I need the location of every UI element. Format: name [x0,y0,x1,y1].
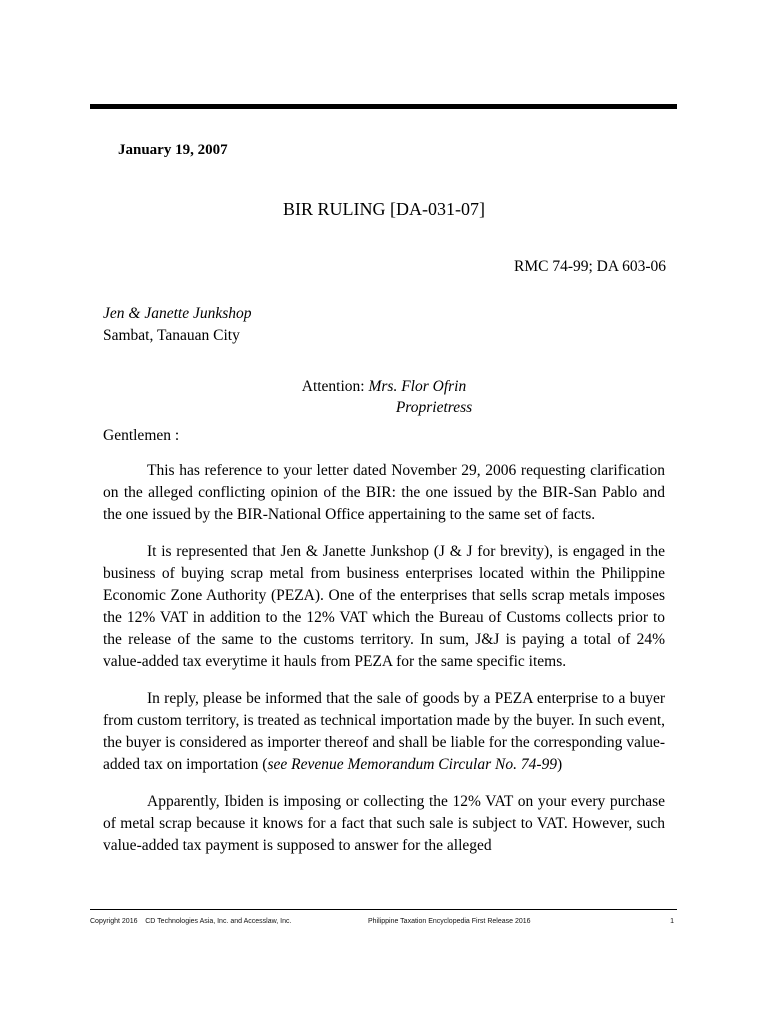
reference-numbers: RMC 74-99; DA 603-06 [514,258,666,275]
attention-label: Attention: [301,378,365,395]
addressee-name: Jen & Janette Junkshop [103,305,252,322]
addressee-location: Sambat, Tanauan City [103,327,240,344]
footer-rule [90,909,677,910]
attention-block [0,376,768,418]
paragraph-3-end: ) [557,756,563,773]
page-number: 1 [670,918,674,925]
footer-publication: Philippine Taxation Encyclopedia First Release 2016 [368,918,531,925]
paragraph-3 [103,688,665,776]
letter-body [103,460,665,872]
document-date: January 19, 2007 [118,142,228,158]
salutation: Gentlemen : [103,427,180,444]
attention-person: Mrs. Flor Ofrin [368,378,467,395]
attention-position: Proprietress [395,399,473,416]
paragraph-1: This has reference to your letter dated November 29, 2006 requesting clarification on the alleged conflicting opinion of the BIR: the one issued by the BIR-San Pablo and the one issued by the BIR-National Office appertaining to the same set of facts. [103,462,665,523]
footer-copyright: Copyright 2016 CD Technologies Asia, Inc. and Accesslaw, Inc. [90,918,292,925]
paragraph-3-citation: see Revenue Memorandum Circular No. 74-99 [267,756,557,773]
top-rule [90,104,677,109]
paragraph-3-text: In reply, please be informed that the sale of goods by a PEZA enterprise to a buyer from custom territory, is treated as technical importation made by the buyer. In such event, the buyer is considered as importer thereof and shall be liable for the corresponding value-added tax on importation ( [103,690,665,773]
paragraph-4: Apparently, Ibiden is imposing or collecting the 12% VAT on your every purchase of metal scrap because it knows for a fact that such sale is subject to VAT. However, such value-added tax payment is supposed to answer for the alleged [103,793,665,854]
paragraph-2: It is represented that Jen & Janette Junkshop (J & J for brevity), is engaged in the business of buying scrap metal from business enterprises located within the Philippine Economic Zone Authority (PEZA). One of the enterprises that sells scrap metals imposes the 12% VAT in addition to the 12% VAT which the Bureau of Customs collects prior to the release of the same to the customs territory. In sum, J&J is paying a total of 24% value-added tax everytime it hauls from PEZA for the same specific items. [103,543,665,670]
addressee-block [103,303,251,347]
ruling-title: BIR RULING [DA-031-07] [283,199,485,219]
